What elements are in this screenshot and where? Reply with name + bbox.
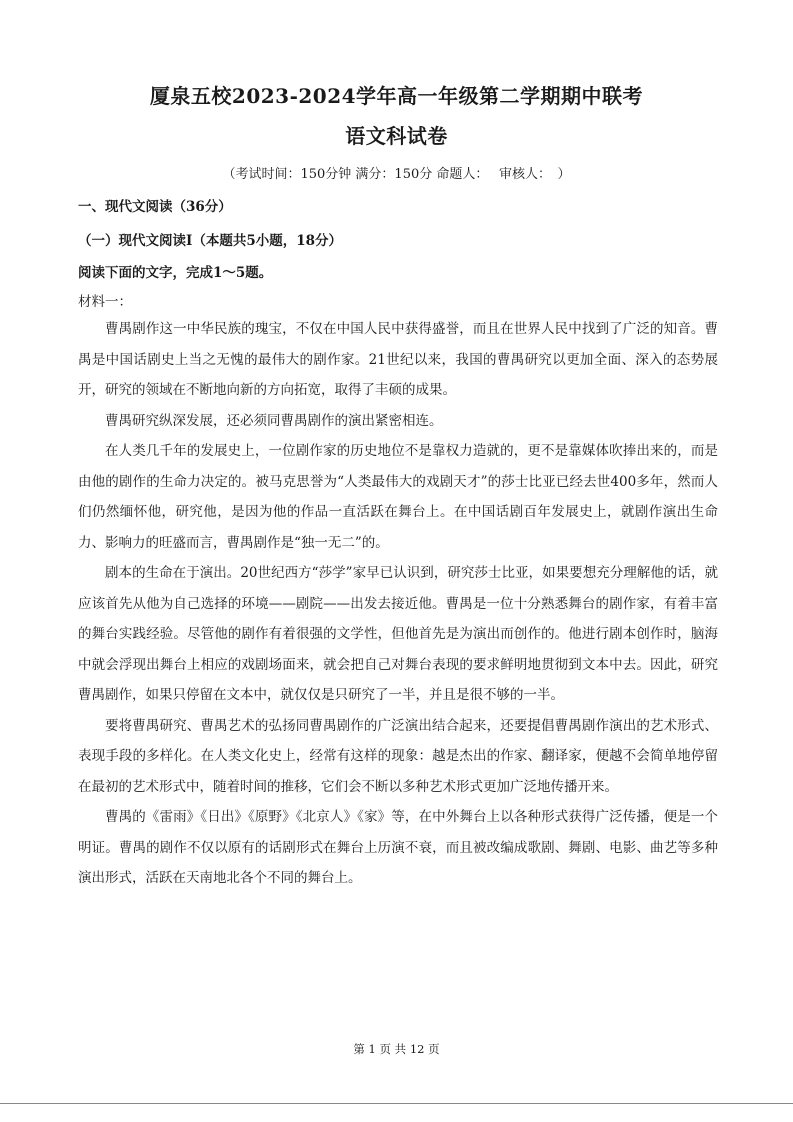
subsection-heading: （一）现代文阅读Ⅰ（本题共5小题，18分） xyxy=(78,233,342,249)
exam-title: 厦泉五校2023-2024学年高一年级第二学期期中联考 xyxy=(149,84,644,108)
exam-info: （考试时间：150分钟 满分：150分 命题人： 审核人： ） xyxy=(222,167,571,182)
passage-paragraph: 曹禺研究纵深发展，还必须同曹禺剧作的演出紧密相连。 xyxy=(105,412,443,429)
passage-paragraph: 在人类几千年的发展史上，一位剧作家的历史地位不是靠权力造就的，更不是靠媒体吹捧出来的，而是由他的剧作的生命力决定的。被马克思誉为“人类最伟大的戏剧天才”的莎士比亚已经去世400多年，然而人们仍然缅怀他，研究他，是因为他的作品一直活跃在舞台上。在中国话剧百年发展史上，就剧作演出生命力、影响力的旺盛而言，曹禺剧作是“独一无二”的。 xyxy=(78,443,718,551)
page-bottom-rule xyxy=(0,1103,793,1104)
page-number: 第 1 页 共 12 页 xyxy=(353,1042,440,1056)
passage-paragraph: 曹禺的《雷雨》《日出》《原野》《北京人》《家》等，在中外舞台上以各种形式获得广泛传播，便是一个明证。曹禺的剧作不仅以原有的话剧形式在舞台上历演不衰，而且被改编成歌剧、舞剧、电影、曲艺等多种演出形式，活跃在天南地北各个不同的舞台上。 xyxy=(78,809,718,886)
passage-paragraph: 曹禺剧作这一中华民族的瑰宝，不仅在中国人民中获得盛誉，而且在世界人民中找到了广泛的知音。曹禺是中国话剧史上当之无愧的最伟大的剧作家。21世纪以来，我国的曹禺研究以更加全面、深入的态势展开，研究的领域在不断地向新的方向拓宽，取得了丰硕的成果。 xyxy=(78,321,718,398)
reading-instructions: 阅读下面的文字，完成1～5题。 xyxy=(78,265,273,281)
passage-paragraph: 要将曹禺研究、曹禺艺术的弘扬同曹禺剧作的广泛演出结合起来，还要提倡曹禺剧作演出的艺术形式、表现手段的多样化。在人类文化史上，经常有这样的现象：越是杰出的作家、翻译家，便越不会简单地停留在最初的艺术形式中，随着时间的推移，它们会不断以多种艺术形式更加广泛地传播开来。 xyxy=(78,717,718,795)
section-heading: 一、现代文阅读（36分） xyxy=(78,199,232,215)
exam-subtitle: 语文科试卷 xyxy=(345,124,448,148)
reading-passage xyxy=(78,314,718,894)
material-label: 材料一： xyxy=(78,294,132,310)
passage-paragraph: 剧本的生命在于演出。20世纪西方“莎学”家早已认识到，研究莎士比亚，如果要想充分理解他的话，就应该首先从他为自己选择的环境——剧院——出发去接近他。曹禺是一位十分熟悉舞台的剧作家，有着丰富的舞台实践经验。尽管他的剧作有着很强的文学性，但他首先是为演出而创作的。他进行剧本创作时，脑海中就会浮现出舞台上相应的戏剧场面来，就会把自己对舞台表现的要求鲜明地贯彻到文本中去。因此，研究曹禺剧作，如果只停留在文本中，就仅仅是只研究了一半，并且是很不够的一半。 xyxy=(78,565,718,703)
